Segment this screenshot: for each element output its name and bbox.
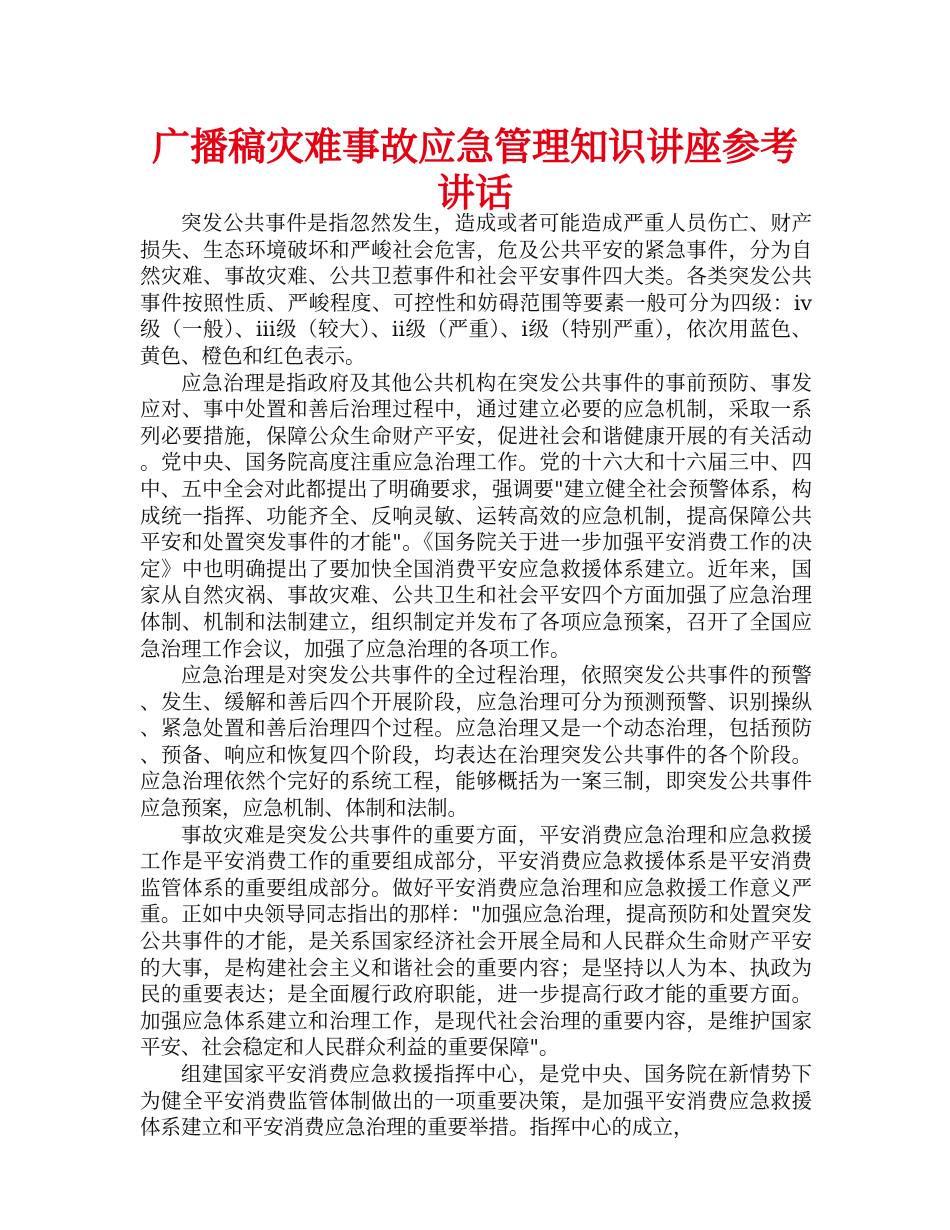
paragraph-2: 应急治理是指政府及其他公共机构在突发公共事件的事前预防、事发应对、事中处置和善后治理过程中，通过建立必要的应急机制，采取一系列必要措施，保障公众生命财产平安，促进社会和谐健康开展的有关活动。党中央、国务院高度注重应急治理工作。党的十六大和十六届三中、四中、五中全会对此都提出了明确要求，强调要"建立健全社会预警体系，构成统一指挥、功能齐全、反响灵敏、运转高效的应急机制，提高保障公共平安和处置突发事件的才能"。《国务院关于进一步加强平安消费工作的决定》中也明确提出了要加快全国消费平安应急救援体系建立。近年来，国家从自然灾祸、事故灾难、公共卫生和社会平安四个方面加强了应急治理体制、机制和法制建立，组织制定并发布了各项应急预案，召开了全国应急治理工作会议，加强了应急治理的各项工作。: [140, 370, 812, 661]
paragraph-5: 组建国家平安消费应急救援指挥中心，是党中央、国务院在新情势下为健全平安消费监管体制做出的一项重要决策，是加强平安消费应急救援体系建立和平安消费应急治理的重要举措。指挥中心的成立，: [140, 1062, 812, 1140]
document-body: [140, 210, 812, 1141]
paragraph-1: 突发公共事件是指忽然发生，造成或者可能造成严重人员伤亡、财产损失、生态环境破坏和严峻社会危害，危及公共平安的紧急事件，分为自然灾难、事故灾难、公共卫惹事件和社会平安事件四大类。各类突发公共事件按照性质、严峻程度、可控性和妨碍范围等要素一般可分为四级：ⅳ级（一般）、ⅲ级（较大）、ⅱ级（严重）、ⅰ级（特别严重），依次用蓝色、黄色、橙色和红色表示。: [140, 211, 812, 368]
document-title: 广播稿灾难事故应急管理知识讲座参考讲话: [151, 125, 798, 215]
paragraph-4: 事故灾难是突发公共事件的重要方面，平安消费应急治理和应急救援工作是平安消费工作的重要组成部分，平安消费应急救援体系是平安消费监管体系的重要组成部分。做好平安消费应急治理和应急救援工作意义严重。正如中央领导同志指出的那样："加强应急治理，提高预防和处置突发公共事件的才能，是关系国家经济社会开展全局和人民群众生命财产平安的大事，是构建社会主义和谐社会的重要内容；是坚持以人为本、执政为民的重要表达；是全面履行政府职能，进一步提高行政才能的重要方面。加强应急体系建立和治理工作，是现代社会治理的重要内容，是维护国家平安、社会稳定和人民群众利益的重要保障"。: [140, 822, 812, 1060]
paragraph-3: 应急治理是对突发公共事件的全过程治理，依照突发公共事件的预警、发生、缓解和善后四个开展阶段，应急治理可分为预测预警、识别操纵、紧急处置和善后治理四个过程。应急治理又是一个动态治理，包括预防、预备、响应和恢复四个阶段，均表达在治理突发公共事件的各个阶段。应急治理依然个完好的系统工程，能够概括为一案三制，即突发公共事件应急预案，应急机制、体制和法制。: [140, 663, 812, 821]
